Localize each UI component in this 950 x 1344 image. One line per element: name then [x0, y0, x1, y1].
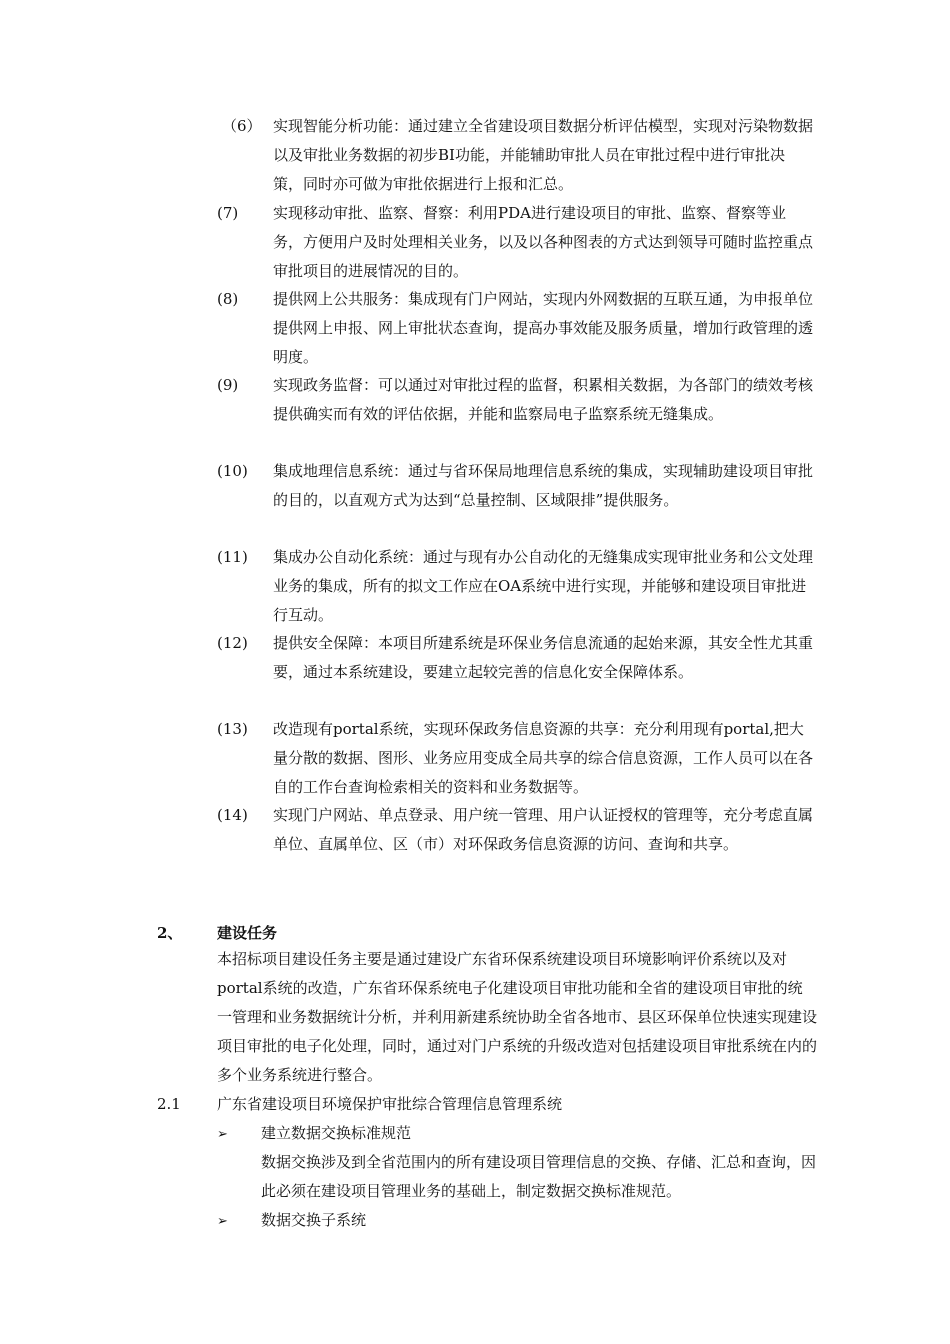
item-number: (12): [217, 634, 248, 652]
item-text: 集成办公自动化系统：通过与现有办公自动化的无缝集成实现审批业务和公文处理业务的集成，所有的拟文工作应在OA系统中进行实现，并能够和建设项目审批进行互动。: [273, 548, 814, 624]
list-item: [217, 629, 817, 687]
item-text: 集成地理信息系统：通过与省环保局地理信息系统的集成，实现辅助建设项目审批的目的，以直观方式为达到“总量控制、区域限排”提供服务。: [273, 462, 814, 509]
bullet-description: 数据交换涉及到全省范围内的所有建设项目管理信息的交换、存储、汇总和查询，因此必须在建设项目管理业务的基础上，制定数据交换标准规范。: [261, 1153, 817, 1200]
item-number: (11): [217, 548, 248, 566]
section-number: 2、: [157, 924, 183, 942]
list-item: [217, 457, 817, 515]
bullet-item: [217, 1119, 411, 1149]
list-item: [217, 543, 817, 630]
item-number: (8): [217, 290, 239, 308]
list-item: [217, 199, 817, 286]
section-intro-paragraph: 本招标项目建设任务主要是通过建设广东省环保系统建设项目环境影响评价系统以及对portal系统的改造，广东省环保系统电子化建设项目审批功能和全省的建设项目审批的统一管理和业务数据统计分析，并利用新建系统协助全省各地市、县区环保单位快速实现建设项目审批的电子化处理，同时，通过对门户系统的升级改造对包括建设项目审批系统在内的多个业务系统进行整合。: [217, 950, 818, 1084]
arrow-bullet-icon: ➢: [217, 1214, 228, 1229]
item-number: (9): [217, 376, 239, 394]
arrow-bullet-icon: ➢: [217, 1127, 228, 1142]
list-item: [217, 371, 817, 429]
list-item: [217, 715, 817, 802]
item-text: 提供网上公共服务：集成现有门户网站，实现内外网数据的互联互通，为申报单位提供网上申报、网上审批状态查询，提高办事效能及服务质量，增加行政管理的透明度。: [273, 290, 814, 366]
item-text: 实现门户网站、单点登录、用户统一管理、用户认证授权的管理等，充分考虑直属单位、直属单位、区（市）对环保政务信息资源的访问、查询和共享。: [273, 806, 814, 853]
subsection-number: 2.1: [157, 1095, 181, 1113]
item-number: (10): [217, 462, 248, 480]
item-text: 实现智能分析功能：通过建立全省建设项目数据分析评估模型，实现对污染物数据以及审批业务数据的初步BI功能，并能辅助审批人员在审批过程中进行审批决策，同时亦可做为审批依据进行上报和汇总。: [273, 117, 814, 193]
item-text: 改造现有portal系统，实现环保政务信息资源的共享：充分利用现有portal,把大量分散的数据、图形、业务应用变成全局共享的综合信息资源，工作人员可以在各自的工作台查询检索相关的资料和业务数据等。: [273, 720, 814, 796]
list-item: [217, 112, 817, 199]
item-text: 实现政务监督：可以通过对审批过程的监督，积累相关数据，为各部门的绩效考核提供确实而有效的评估依据，并能和监察局电子监察系统无缝集成。: [273, 376, 814, 423]
item-text: 提供安全保障：本项目所建系统是环保业务信息流通的起始来源，其安全性尤其重要，通过本系统建设，要建立起较完善的信息化安全保障体系。: [273, 634, 814, 681]
section-heading: [157, 919, 277, 948]
section-title: 建设任务: [217, 924, 278, 942]
bullet-item: [217, 1206, 366, 1236]
item-number: （6）: [222, 117, 262, 135]
item-number: (7): [217, 204, 239, 222]
list-item: [217, 285, 817, 372]
item-text: 实现移动审批、监察、督察：利用PDA进行建设项目的审批、监察、督察等业务，方便用户及时处理相关业务，以及以各种图表的方式达到领导可随时监控重点审批项目的进展情况的目的。: [273, 204, 814, 280]
item-number: (13): [217, 720, 248, 738]
bullet-label: 建立数据交换标准规范: [261, 1124, 412, 1142]
bullet-label: 数据交换子系统: [261, 1211, 367, 1229]
list-item: [217, 801, 817, 859]
subsection-title: 广东省建设项目环境保护审批综合管理信息管理系统: [217, 1095, 563, 1113]
subsection-heading: [157, 1090, 562, 1119]
item-number: (14): [217, 806, 248, 824]
